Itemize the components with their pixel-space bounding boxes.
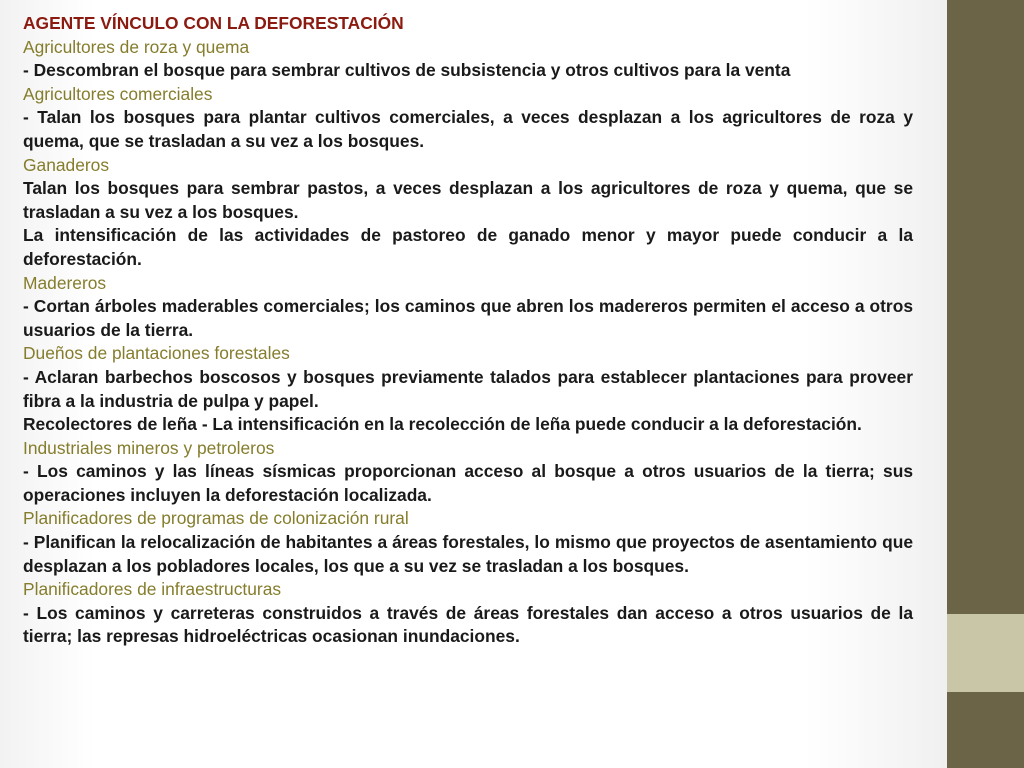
section-paragraph: La intensificación de las actividades de pastoreo de ganado menor y mayor puede conducir a la deforestación. bbox=[23, 225, 913, 269]
section-paragraph: Talan los bosques para sembrar pastos, a veces desplazan a los agricultores de roza y quema, que se trasladan a su vez a los bosques. bbox=[23, 178, 913, 222]
section-heading: Ganaderos bbox=[23, 154, 110, 175]
section-paragraph: - Cortan árboles maderables comerciales; los caminos que abren los madereros permiten el acceso a otros usuarios de la tierra. bbox=[23, 296, 913, 340]
section-heading: Planificadores de programas de colonización rural bbox=[23, 508, 409, 529]
section-heading: Dueños de plantaciones forestales bbox=[23, 343, 290, 364]
section-paragraph: Recolectores de leña - La intensificación en la recolección de leña puede conducir a la deforestación. bbox=[23, 414, 862, 435]
section-paragraph: - Descombran el bosque para sembrar cultivos de subsistencia y otros cultivos para la venta bbox=[23, 60, 791, 81]
slide-content bbox=[23, 12, 913, 649]
sidebar-top-block bbox=[947, 0, 1024, 614]
section-paragraph: - Los caminos y las líneas sísmicas proporcionan acceso al bosque a otros usuarios de la tierra; sus operaciones incluyen la deforestación localizada. bbox=[23, 461, 913, 505]
section-paragraph: - Planifican la relocalización de habitantes a áreas forestales, lo mismo que proyectos de asentamiento que desplazan a los pobladores locales, los que a su vez se trasladan a los bosques. bbox=[23, 532, 913, 576]
section-paragraph: - Talan los bosques para plantar cultivos comerciales, a veces desplazan a los agricultores de roza y quema, que se trasladan a su vez a los bosques. bbox=[23, 107, 913, 151]
sidebar-bottom-block bbox=[947, 692, 1024, 768]
sidebar-light-band bbox=[947, 614, 1024, 692]
slide-title: AGENTE VÍNCULO CON LA DEFORESTACIÓN bbox=[23, 13, 404, 33]
section-paragraph: - Los caminos y carreteras construidos a través de áreas forestales dan acceso a otros usuarios de la tierra; las represas hidroeléctricas ocasionan inundaciones. bbox=[23, 602, 913, 647]
decorative-sidebar bbox=[947, 0, 1024, 768]
section-paragraph: - Aclaran barbechos boscosos y bosques previamente talados para establecer plantaciones para proveer fibra a la industria de pulpa y papel. bbox=[23, 366, 913, 411]
section-heading: Industriales mineros y petroleros bbox=[23, 437, 275, 458]
section-heading: Madereros bbox=[23, 272, 107, 293]
section-heading: Planificadores de infraestructuras bbox=[23, 579, 282, 600]
section-heading: Agricultores de roza y quema bbox=[23, 36, 250, 57]
section-heading: Agricultores comerciales bbox=[23, 83, 213, 104]
